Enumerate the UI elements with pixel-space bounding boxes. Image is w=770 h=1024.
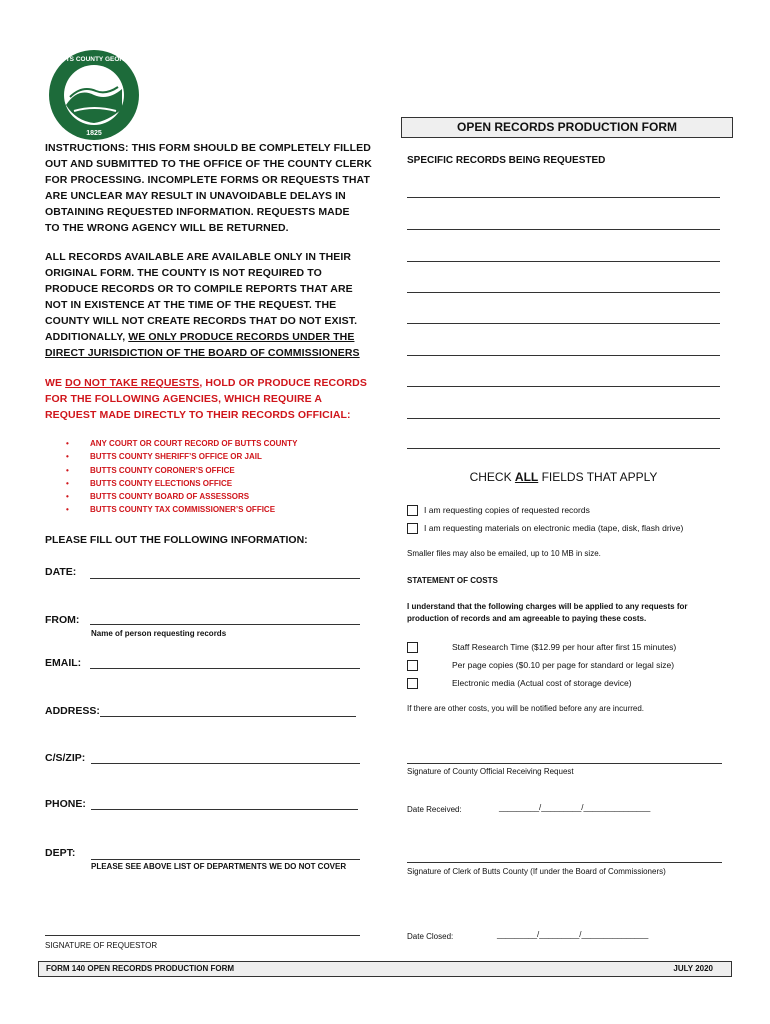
list-item: • BUTTS COUNTY CORONER’S OFFICE [66, 464, 297, 477]
cost-item-label: Staff Research Time ($12.99 per hour after first 15 minutes) [452, 642, 677, 652]
clerk-signature-label: Signature of Clerk of Butts County (If under the Board of Commissioners) [407, 867, 666, 876]
form-title: OPEN RECORDS PRODUCTION FORM [401, 117, 733, 138]
cost-item[interactable] [407, 678, 632, 689]
instructions-line: PRODUCE RECORDS OR TO COMPILE REPORTS THAT ARE [45, 283, 353, 295]
instructions-line: NOT IN EXISTENCE AT THE TIME OF THE REQUEST. THE [45, 299, 337, 311]
county-seal-logo [48, 49, 140, 141]
email-field[interactable] [90, 668, 360, 669]
dept-hint: PLEASE SEE ABOVE LIST OF DEPARTMENTS WE DO NOT COVER [91, 862, 347, 871]
instructions-line: ORIGINAL FORM. THE COUNTY IS NOT REQUIRED TO [45, 267, 322, 279]
clerk-signature-field[interactable] [407, 862, 722, 863]
list-item: • BUTTS COUNTY TAX COMMISSIONER’S OFFICE [66, 503, 297, 516]
records-request-line[interactable] [407, 418, 720, 419]
instructions-paragraph-1 [45, 140, 385, 236]
list-item: • BUTTS COUNTY BOARD OF ASSESSORS [66, 490, 297, 503]
email-size-note: Smaller files may also be emailed, up to 10 MB in size. [407, 549, 601, 558]
cost-item-label: Per page copies ($0.10 per page for standard or legal size) [452, 660, 675, 670]
specific-records-heading: SPECIFIC RECORDS BEING REQUESTED [407, 155, 606, 166]
option-label: I am requesting materials on electronic media (tape, disk, flash drive) [424, 523, 684, 533]
instructions-line: ARE UNCLEAR MAY RESULT IN UNAVOIDABLE DELAYS IN [45, 190, 346, 202]
instructions-paragraph-2 [45, 249, 385, 361]
address-label: ADDRESS: [45, 705, 100, 717]
notice-line: REQUEST MADE DIRECTLY TO THEIR RECORDS OFFICIAL: [45, 409, 351, 421]
instructions-line [45, 329, 385, 345]
from-field[interactable] [90, 624, 360, 625]
check-heading-text: CHECK [469, 470, 515, 484]
requestor-signature-field[interactable] [45, 935, 360, 936]
svg-text:1825: 1825 [86, 130, 102, 137]
date-closed-label: Date Closed: [407, 932, 454, 941]
phone-label: PHONE: [45, 798, 86, 810]
records-request-line[interactable] [407, 386, 720, 387]
date-received-field[interactable]: _________/_________/_______________ [499, 803, 651, 812]
cost-item[interactable] [407, 642, 676, 653]
check-all-heading [407, 470, 720, 484]
notice-text-underlined: DO NOT TAKE REQUESTS [65, 377, 200, 389]
fill-out-heading: PLEASE FILL OUT THE FOLLOWING INFORMATION: [45, 534, 308, 546]
footer-date: JULY 2020 [673, 964, 713, 973]
records-request-line[interactable] [407, 323, 720, 324]
instructions-text: ADDITIONALLY, [45, 331, 129, 343]
instructions-line: OUT AND SUBMITTED TO THE OFFICE OF THE COUNTY CLERK [45, 158, 372, 170]
requestor-signature-label: SIGNATURE OF REQUESTOR [45, 941, 158, 950]
address-field[interactable] [100, 716, 356, 717]
notice-text: WE [45, 377, 66, 389]
official-signature-label: Signature of County Official Receiving Request [407, 767, 574, 776]
instructions-line: INSTRUCTIONS: THIS FORM SHOULD BE COMPLETELY FILLED [45, 142, 371, 154]
costs-intro [407, 601, 687, 625]
list-item: • ANY COURT OR COURT RECORD OF BUTTS COUNTY [66, 437, 297, 450]
checkbox[interactable] [407, 660, 418, 671]
date-received-label: Date Received: [407, 805, 462, 814]
notice-line: FOR THE FOLLOWING AGENCIES, WHICH REQUIRE A [45, 393, 323, 405]
request-option-electronic[interactable] [407, 523, 683, 534]
cost-item[interactable] [407, 660, 674, 671]
date-closed-field[interactable]: _________/_________/_______________ [497, 930, 649, 939]
footer-bar [38, 961, 732, 977]
date-field[interactable] [90, 578, 360, 579]
costs-intro-line: I understand that the following charges will be applied to any requests for [407, 602, 688, 611]
excluded-agencies-notice [45, 375, 385, 423]
records-request-line[interactable] [407, 197, 720, 198]
instructions-line: TO THE WRONG AGENCY WILL BE RETURNED. [45, 222, 289, 234]
request-option-copies[interactable] [407, 505, 590, 516]
official-signature-field[interactable] [407, 763, 722, 764]
notice-text: , HOLD OR PRODUCE RECORDS [199, 377, 367, 389]
instructions-line: FOR PROCESSING. INCOMPLETE FORMS OR REQUESTS THAT [45, 174, 370, 186]
instructions-line: COUNTY WILL NOT CREATE RECORDS THAT DO NOT EXIST. [45, 315, 358, 327]
records-request-line[interactable] [407, 229, 720, 230]
dept-field[interactable] [91, 859, 360, 860]
from-label: FROM: [45, 614, 80, 626]
checkbox[interactable] [407, 505, 418, 516]
statement-of-costs-heading: STATEMENT OF COSTS [407, 576, 498, 585]
footer-form-name: FORM 140 OPEN RECORDS PRODUCTION FORM [46, 964, 235, 973]
records-request-line[interactable] [407, 355, 720, 356]
email-label: EMAIL: [45, 657, 82, 669]
checkbox[interactable] [407, 678, 418, 689]
instructions-line: ALL RECORDS AVAILABLE ARE AVAILABLE ONLY IN THEIR [45, 251, 352, 263]
csz-label: C/S/ZIP: [45, 752, 86, 764]
cost-item-label: Electronic media (Actual cost of storage device) [452, 678, 632, 688]
list-item: • BUTTS COUNTY SHERIFF’S OFFICE OR JAIL [66, 450, 297, 463]
check-heading-text: FIELDS THAT APPLY [538, 470, 658, 484]
checkbox[interactable] [407, 642, 418, 653]
records-request-line[interactable] [407, 292, 720, 293]
csz-field[interactable] [91, 763, 360, 764]
excluded-agencies-list [66, 437, 297, 517]
checkbox[interactable] [407, 523, 418, 534]
check-heading-all: ALL [514, 470, 539, 484]
instructions-line: OBTAINING REQUESTED INFORMATION. REQUESTS MADE [45, 206, 350, 218]
svg-text:BUTTS COUNTY GEORGIA: BUTTS COUNTY GEORGIA [52, 56, 136, 63]
instructions-text-underlined: WE ONLY PRODUCE RECORDS UNDER THE [128, 331, 355, 343]
phone-field[interactable] [91, 809, 358, 810]
from-hint: Name of person requesting records [91, 629, 227, 638]
instructions-line: DIRECT JURISDICTION OF THE BOARD OF COMMISSIONERS [45, 347, 360, 359]
date-label: DATE: [45, 566, 77, 578]
records-request-line[interactable] [407, 261, 720, 262]
list-item: • BUTTS COUNTY ELECTIONS OFFICE [66, 477, 297, 490]
dept-label: DEPT: [45, 847, 76, 859]
option-label: I am requesting copies of requested records [424, 505, 590, 515]
costs-intro-line: production of records and am agreeable to paying these costs. [407, 614, 647, 623]
notice-line [45, 375, 385, 391]
other-costs-note: If there are other costs, you will be notified before any are incurred. [407, 704, 645, 713]
records-request-line[interactable] [407, 448, 720, 449]
